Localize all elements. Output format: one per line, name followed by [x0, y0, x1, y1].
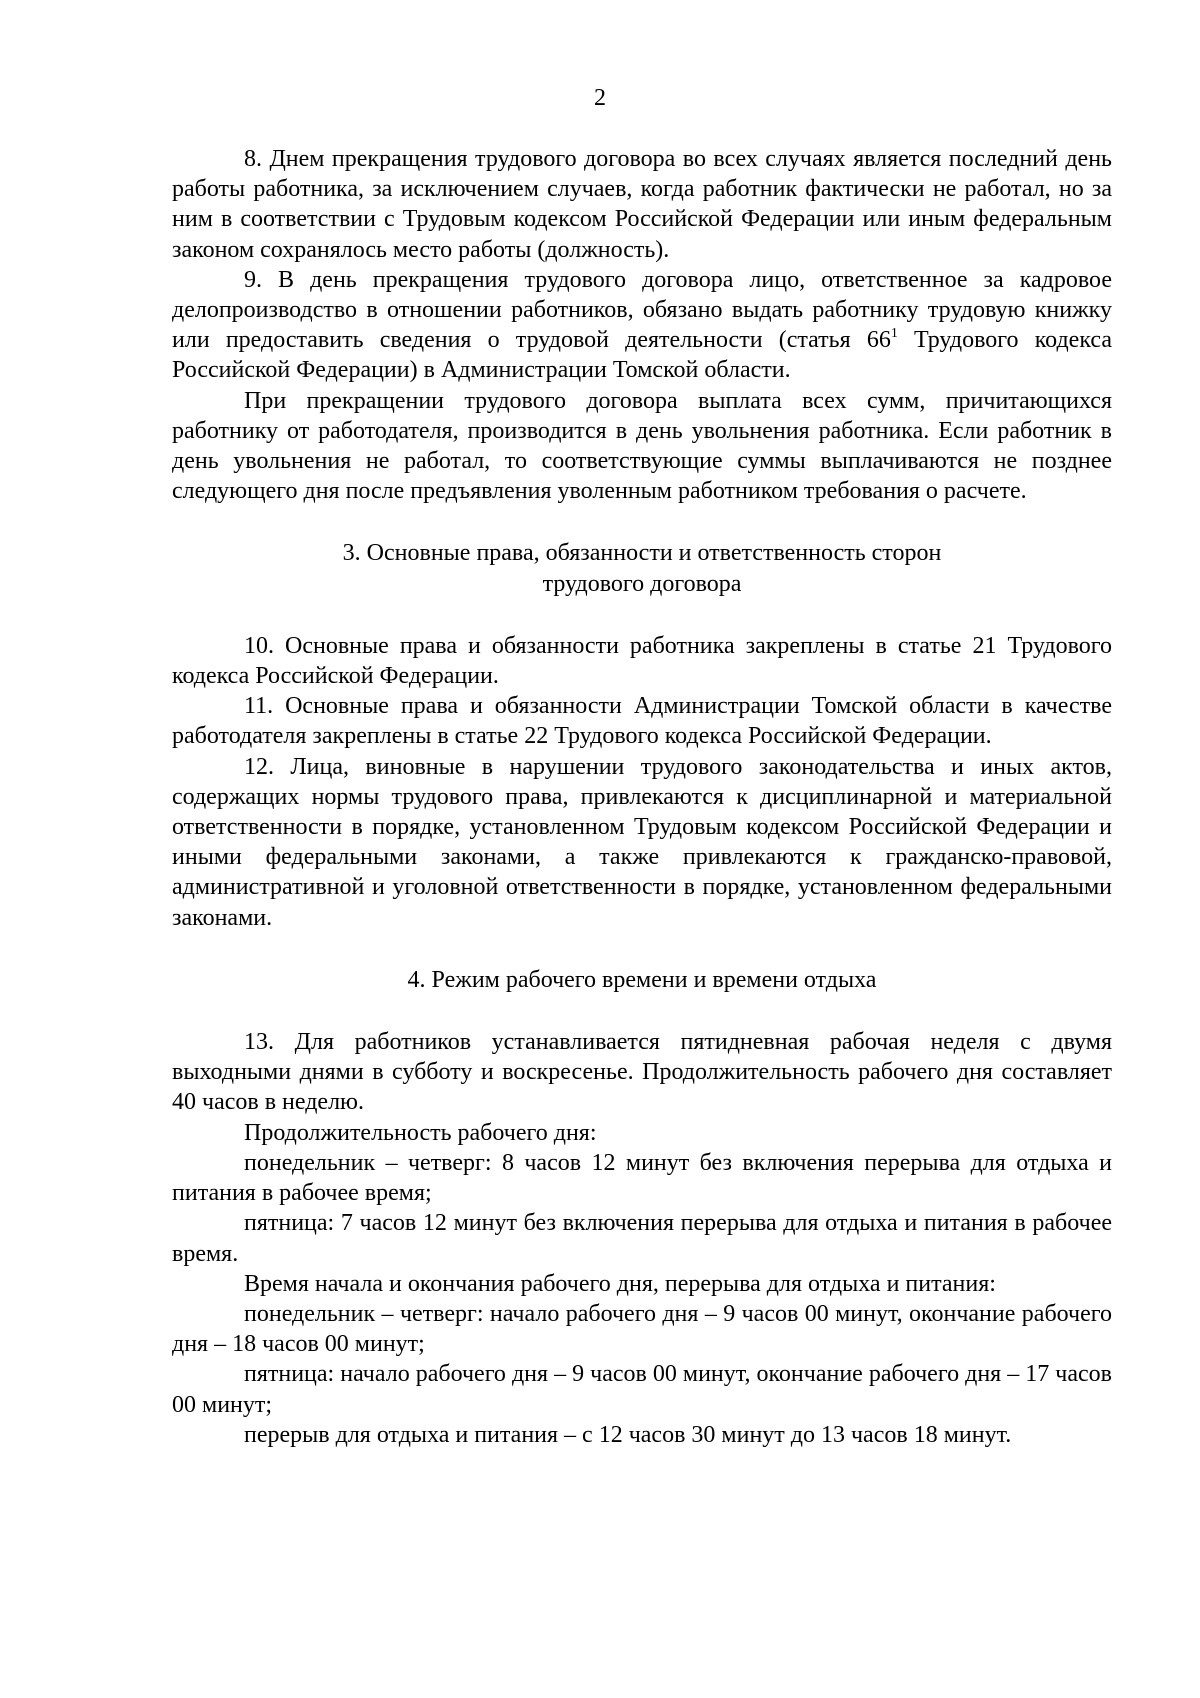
paragraph-item-11: 11. Основные права и обязанности Администрации Томской области в качестве работодателя закреплены в статье 22 Трудового кодекса Российской Федерации.: [172, 693, 1112, 750]
section-3-heading-line-2: трудового договора: [542, 570, 742, 597]
paragraph-schedule-mon-thu: понедельник – четверг: начало рабочего дня – 9 часов 00 минут, окончание рабочего дня – 18 часов 00 минут;: [172, 1300, 1112, 1358]
paragraph-duration-fri: пятница: 7 часов 12 минут без включения перерыва для отдыха и питания в рабочее время.: [172, 1210, 1112, 1267]
superscript-footnote: 1: [890, 326, 898, 342]
paragraph-item-13: 13. Для работников устанавливается пятидневная рабочая неделя с двумя выходными днями в субботу и воскресенье. Продолжительность рабочего дня составляет 40 часов в неделю.: [172, 1029, 1112, 1116]
paragraph-item-9: [172, 265, 1112, 386]
paragraph-duration-mon-thu: понедельник – четверг: 8 часов 12 минут без включения перерыва для отдыха и питания в рабочее время;: [172, 1149, 1112, 1207]
paragraph-payment: При прекращении трудового договора выплата всех сумм, причитающихся работнику от работодателя, производится в день увольнения работника. Если работник в день увольнения не работал, то соответствующие суммы выплачиваются не позднее следующего дня после предъявления уволенным работником требования о расчете.: [172, 387, 1112, 505]
section-4-heading: 4. Режим рабочего времени и времени отдыха: [407, 966, 877, 993]
paragraph-item-10: 10. Основные права и обязанности работника закреплены в статье 21 Трудового кодекса Российской Федерации.: [172, 632, 1112, 690]
page-number: 2: [594, 85, 606, 111]
paragraph-break: перерыв для отдыха и питания – с 12 часов 30 минут до 13 часов 18 минут.: [244, 1421, 1012, 1448]
paragraph-schedule-fri: пятница: начало рабочего дня – 9 часов 00 минут, окончание рабочего дня – 17 часов 00 минут;: [172, 1361, 1112, 1418]
spacer: [172, 599, 1112, 631]
paragraph-item-9-text-start: 9. В день прекращения трудового договора лицо, ответственное за кадровое делопроизводство в отношении работников, обязано выдать работнику трудовую книжку или предоставить сведения о трудовой деятельности (статья 66: [172, 266, 1112, 354]
spacer: [172, 506, 1112, 538]
section-3-heading-line-1: 3. Основные права, обязанности и ответственность сторон: [342, 540, 942, 567]
document-body: [172, 144, 1112, 1450]
paragraph-duration-title: Продолжительность рабочего дня:: [244, 1119, 597, 1146]
paragraph-item-9-text-end: Трудового кодекса Российской Федерации) в Администрации Томской области.: [172, 327, 1112, 384]
paragraph-item-8: 8. Днем прекращения трудового договора во всех случаях является последний день работы работника, за исключением случаев, когда работник фактически не работал, но за ним в соответствии с Трудовым кодексом Российской Федерации или иным федеральным законом сохранялось место работы (должность).: [172, 146, 1112, 263]
spacer: [172, 933, 1112, 965]
paragraph-schedule-title: Время начала и окончания рабочего дня, перерыва для отдыха и питания:: [244, 1270, 996, 1297]
paragraph-item-12: 12. Лица, виновные в нарушении трудового законодательства и иных актов, содержащих нормы трудового права, привлекаются к дисциплинарной и материальной ответственности в порядке, установленном Трудовым кодексом Российской Федерации и иными федеральными законами, а также привлекаются к гражданско-правовой, административной и уголовной ответственности в порядке, установленном федеральными законами.: [172, 753, 1112, 931]
spacer: [172, 995, 1112, 1027]
